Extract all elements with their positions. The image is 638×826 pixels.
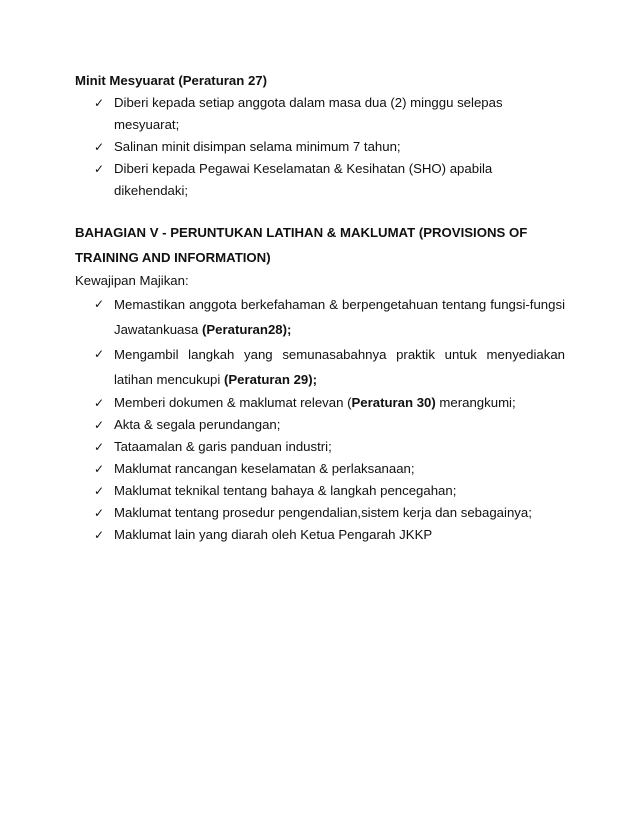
checkmark-icon: ✓ (94, 96, 105, 110)
regulation-ref: Peraturan 30) (351, 395, 436, 410)
minutes-list (75, 92, 565, 202)
checkmark-icon: ✓ (94, 347, 105, 361)
document-body (75, 70, 565, 546)
list-item-text: Memastikan anggota berkefahaman & berpengetahuan tentang fungsi-fungsi Jawatankuasa (114, 297, 565, 337)
duties-list (75, 292, 565, 546)
list-item-text: Mengambil langkah yang semunasabahnya praktik untuk menyediakan latihan mencukupi (114, 347, 565, 387)
list-item-text: Tataamalan & garis panduan industri; (114, 439, 332, 454)
list-item-text: Diberi kepada setiap anggota dalam masa dua (2) minggu selepas mesyuarat; (114, 95, 503, 132)
list-item-text: Maklumat rancangan keselamatan & perlaksanaan; (114, 461, 415, 476)
checkmark-icon: ✓ (94, 297, 105, 311)
checkmark-icon: ✓ (94, 528, 105, 542)
regulation-ref: (Peraturan28); (201, 322, 292, 337)
list-item (75, 136, 565, 158)
checkmark-icon: ✓ (94, 484, 105, 498)
list-item-text: Maklumat teknikal tentang bahaya & langkah pencegahan; (114, 483, 457, 498)
list-item (75, 392, 565, 414)
regulation-ref: (Peraturan 29); (223, 372, 318, 387)
checkmark-icon: ✓ (94, 140, 105, 154)
list-item-text: Maklumat lain yang diarah oleh Ketua Pengarah JKKP (114, 527, 433, 542)
list-item (75, 480, 565, 502)
list-item-text: merangkumi; (435, 395, 516, 410)
list-item-text: Memberi dokumen & maklumat relevan ( (114, 395, 352, 410)
list-item (75, 502, 565, 524)
list-item (75, 436, 565, 458)
list-item (75, 92, 565, 136)
list-item-text: Maklumat tentang prosedur pengendalian,sistem kerja dan sebagainya; (114, 505, 532, 520)
list-item (75, 414, 565, 436)
list-item-text: Salinan minit disimpan selama minimum 7 tahun; (114, 139, 401, 154)
checkmark-icon: ✓ (94, 162, 105, 176)
checkmark-icon: ✓ (94, 440, 105, 454)
list-item-text: Diberi kepada Pegawai Keselamatan & Kesihatan (SHO) apabila dikehendaki; (114, 161, 493, 198)
list-item (75, 342, 565, 392)
section-heading: BAHAGIAN V - PERUNTUKAN LATIHAN & MAKLUMAT (PROVISIONS OF TRAINING AND INFORMATION) (75, 225, 528, 265)
minutes-heading: Minit Mesyuarat (Peraturan 27) (75, 73, 268, 88)
list-item (75, 458, 565, 480)
checkmark-icon: ✓ (94, 506, 105, 520)
checkmark-icon: ✓ (94, 396, 105, 410)
checkmark-icon: ✓ (94, 462, 105, 476)
list-item-text: Akta & segala perundangan; (114, 417, 281, 432)
checkmark-icon: ✓ (94, 418, 105, 432)
intro-text: Kewajipan Majikan: (75, 273, 189, 288)
list-item (75, 524, 565, 546)
list-item (75, 158, 565, 202)
list-item (75, 292, 565, 342)
